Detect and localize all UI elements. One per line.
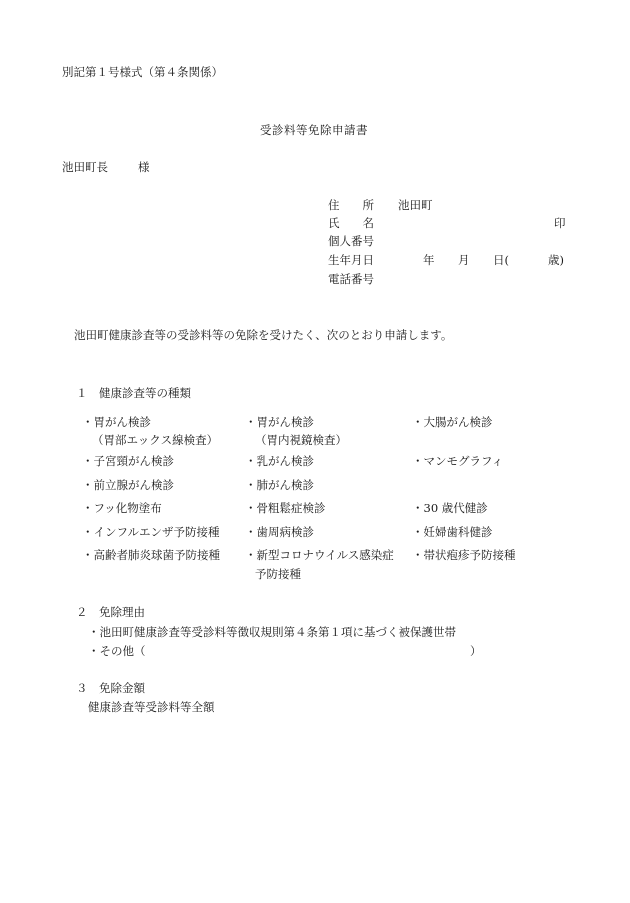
exam-item: ・乳がん検診 [245,454,314,468]
section2-heading: ２ 免除理由 [76,605,145,619]
exam-item-note: 予防接種 [255,567,301,581]
id-number-label: 個人番号 [328,234,374,248]
seal-mark: 印 [554,216,566,230]
addressee-honorific: 様 [138,160,150,174]
name-label: 氏 名 [328,216,374,230]
exam-item: ・胃がん検診 [245,415,314,429]
exam-item-note: （胃部エックス線検査） [92,433,219,447]
addressee-name: 池田町長 [62,160,108,174]
form-number: 別記第１号様式（第４条関係） [62,65,223,79]
exam-item: ・前立腺がん検診 [82,478,174,492]
application-statement: 池田町健康診査等の受診料等の免除を受けたく、次のとおり申請します。 [74,328,453,342]
section3-heading: ３ 免除金額 [76,681,145,695]
exam-item: ・30 歳代健診 [412,501,488,515]
exam-item: ・歯周病検診 [245,525,314,539]
exam-item: ・骨粗鬆症検診 [245,501,326,515]
exam-item: ・フッ化物塗布 [82,501,162,515]
address-label: 住 所 [328,198,374,212]
exemption-reason-other-close: ） [470,644,482,658]
birth-year-unit: 年 [423,253,435,267]
birth-month-unit: 月 [458,253,470,267]
exam-item: ・胃がん検診 [82,415,151,429]
exam-item: ・新型コロナウイルス感染症 [245,548,394,562]
exam-item: ・子宮頸がん検診 [82,454,174,468]
addressee [62,162,150,174]
section1-heading: １ 健康診査等の種類 [76,386,191,400]
exam-item: ・インフルエンザ予防接種 [82,525,220,539]
exemption-reason-welfare: ・池田町健康診査等受診料等徴収規則第４条第１項に基づく被保護世帯 [88,625,456,639]
address-value: 池田町 [398,198,433,212]
age-unit: 歳) [548,253,564,267]
exam-item: ・肺がん検診 [245,478,314,492]
exam-item: ・高齢者肺炎球菌予防接種 [82,548,220,562]
exemption-reason-other-label: ・その他（ [88,644,146,658]
phone-label: 電話番号 [328,272,374,286]
birth-day-unit: 日( [493,253,509,267]
birthdate-label: 生年月日 [328,253,374,267]
exam-item: ・帯状疱疹予防接種 [412,548,516,562]
exemption-amount: 健康診査等受診料等全額 [88,700,215,714]
document-title: 受診料等免除申請書 [260,123,368,137]
exam-item: ・大腸がん検診 [412,415,493,429]
exam-item: ・マンモグラフィ [412,454,504,468]
exam-item-note: （胃内視鏡検査） [255,433,347,447]
exam-item: ・妊婦歯科健診 [412,525,493,539]
